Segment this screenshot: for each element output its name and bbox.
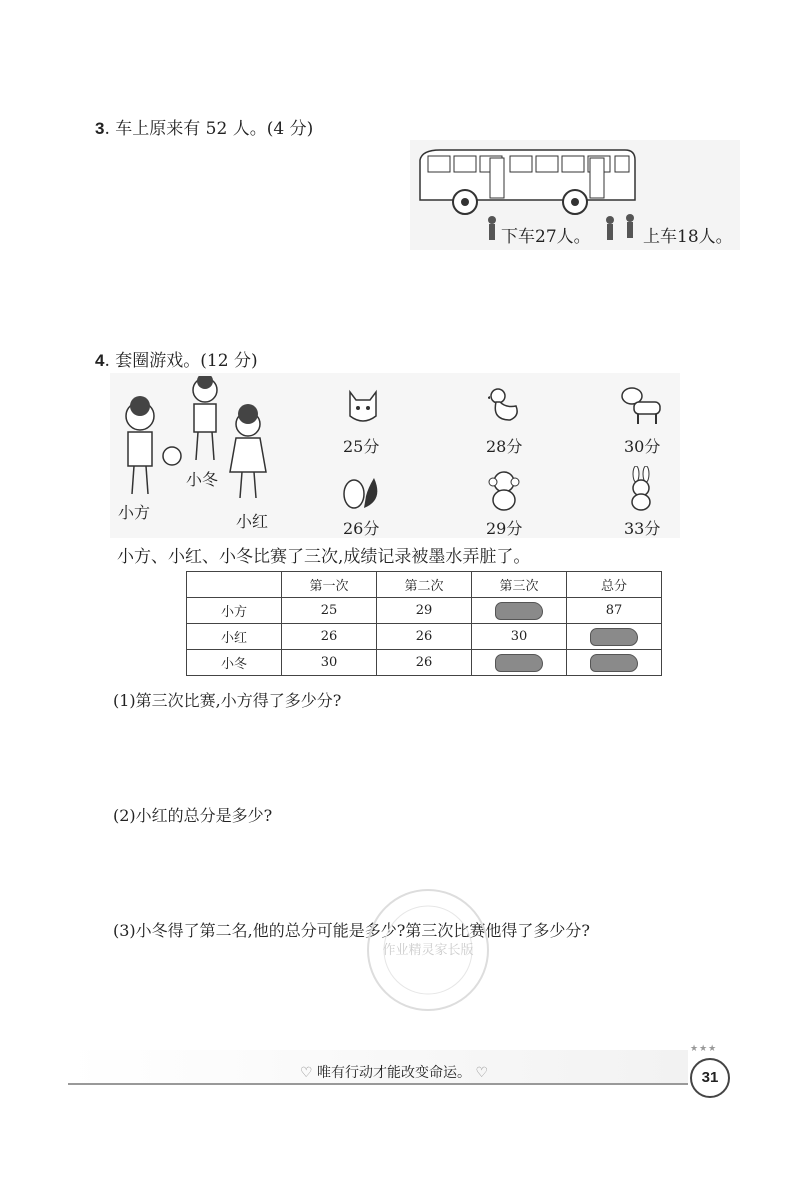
sub-question-1: (1)第三次比赛,小方得了多少分? — [113, 691, 342, 710]
motto-text: 唯有行动才能改变命运。 — [317, 1065, 472, 1081]
table-cell: 25 — [282, 598, 377, 624]
score-table — [186, 571, 662, 676]
question-4-title: 4. 套圈游戏。(12 分) — [95, 351, 258, 371]
monkey-icon — [484, 470, 524, 512]
table-cell: 小方 — [187, 598, 282, 624]
table-row — [187, 624, 662, 650]
page-number: 31 — [690, 1058, 730, 1098]
sub-question-3: (3)小冬得了第二名,他的总分可能是多少?第三次比赛他得了多少分? — [113, 921, 590, 940]
watermark-stamp — [358, 880, 498, 1020]
watermark-text: 作业精灵家长版 — [382, 943, 474, 958]
heart-icon: ♡ — [300, 1065, 313, 1081]
table-cell: 29 — [377, 598, 472, 624]
footer-motto — [300, 1062, 488, 1082]
table-cell: 小红 — [187, 624, 282, 650]
ink-blot-icon — [590, 654, 638, 672]
table-cell-ink-blot — [567, 650, 662, 676]
bus-up-label: 上车18人。 — [643, 227, 733, 247]
table-cell: 87 — [567, 598, 662, 624]
target-score: 28分 — [486, 437, 523, 456]
target-score: 26分 — [343, 519, 380, 538]
table-header-cell: 第三次 — [472, 572, 567, 598]
cat-icon — [346, 386, 380, 426]
target-score: 29分 — [486, 519, 523, 538]
squirrel-icon — [340, 470, 384, 514]
ink-blot-icon — [495, 654, 543, 672]
star-decoration-icon: ★★★ — [690, 1044, 718, 1054]
table-cell: 30 — [472, 624, 567, 650]
table-cell: 26 — [282, 624, 377, 650]
sub-question-2: (2)小红的总分是多少? — [113, 806, 273, 825]
target-score: 30分 — [624, 437, 661, 456]
footer-line — [68, 1083, 688, 1085]
table-cell: 26 — [377, 624, 472, 650]
heart-icon: ♡ — [475, 1065, 489, 1081]
table-row — [187, 650, 662, 676]
question-3-title: 3. 车上原来有 52 人。(4 分) — [95, 119, 314, 139]
table-header-row — [187, 572, 662, 598]
table-cell: 30 — [282, 650, 377, 676]
ink-blot-icon — [495, 602, 543, 620]
dog-icon — [620, 386, 666, 426]
bus-down-label: 下车27人。 — [501, 227, 591, 247]
target-score: 25分 — [343, 437, 380, 456]
table-header-cell: 总分 — [567, 572, 662, 598]
table-header-cell: 第二次 — [377, 572, 472, 598]
duck-icon — [488, 386, 522, 426]
rabbit-icon — [624, 466, 658, 512]
table-cell-ink-blot — [472, 598, 567, 624]
table-cell: 26 — [377, 650, 472, 676]
child-name-xiaohong: 小红 — [236, 512, 269, 531]
table-header-cell: 第一次 — [282, 572, 377, 598]
child-name-xiaodong: 小冬 — [186, 470, 219, 489]
question-4-intro: 小方、小红、小冬比赛了三次,成绩记录被墨水弄脏了。 — [117, 547, 531, 567]
child-name-xiaofang: 小方 — [118, 503, 151, 522]
ink-blot-icon — [590, 628, 638, 646]
table-cell: 小冬 — [187, 650, 282, 676]
table-cell-ink-blot — [567, 624, 662, 650]
table-cell-ink-blot — [472, 650, 567, 676]
table-row — [187, 598, 662, 624]
table-header-cell — [187, 572, 282, 598]
target-score: 33分 — [624, 519, 661, 538]
